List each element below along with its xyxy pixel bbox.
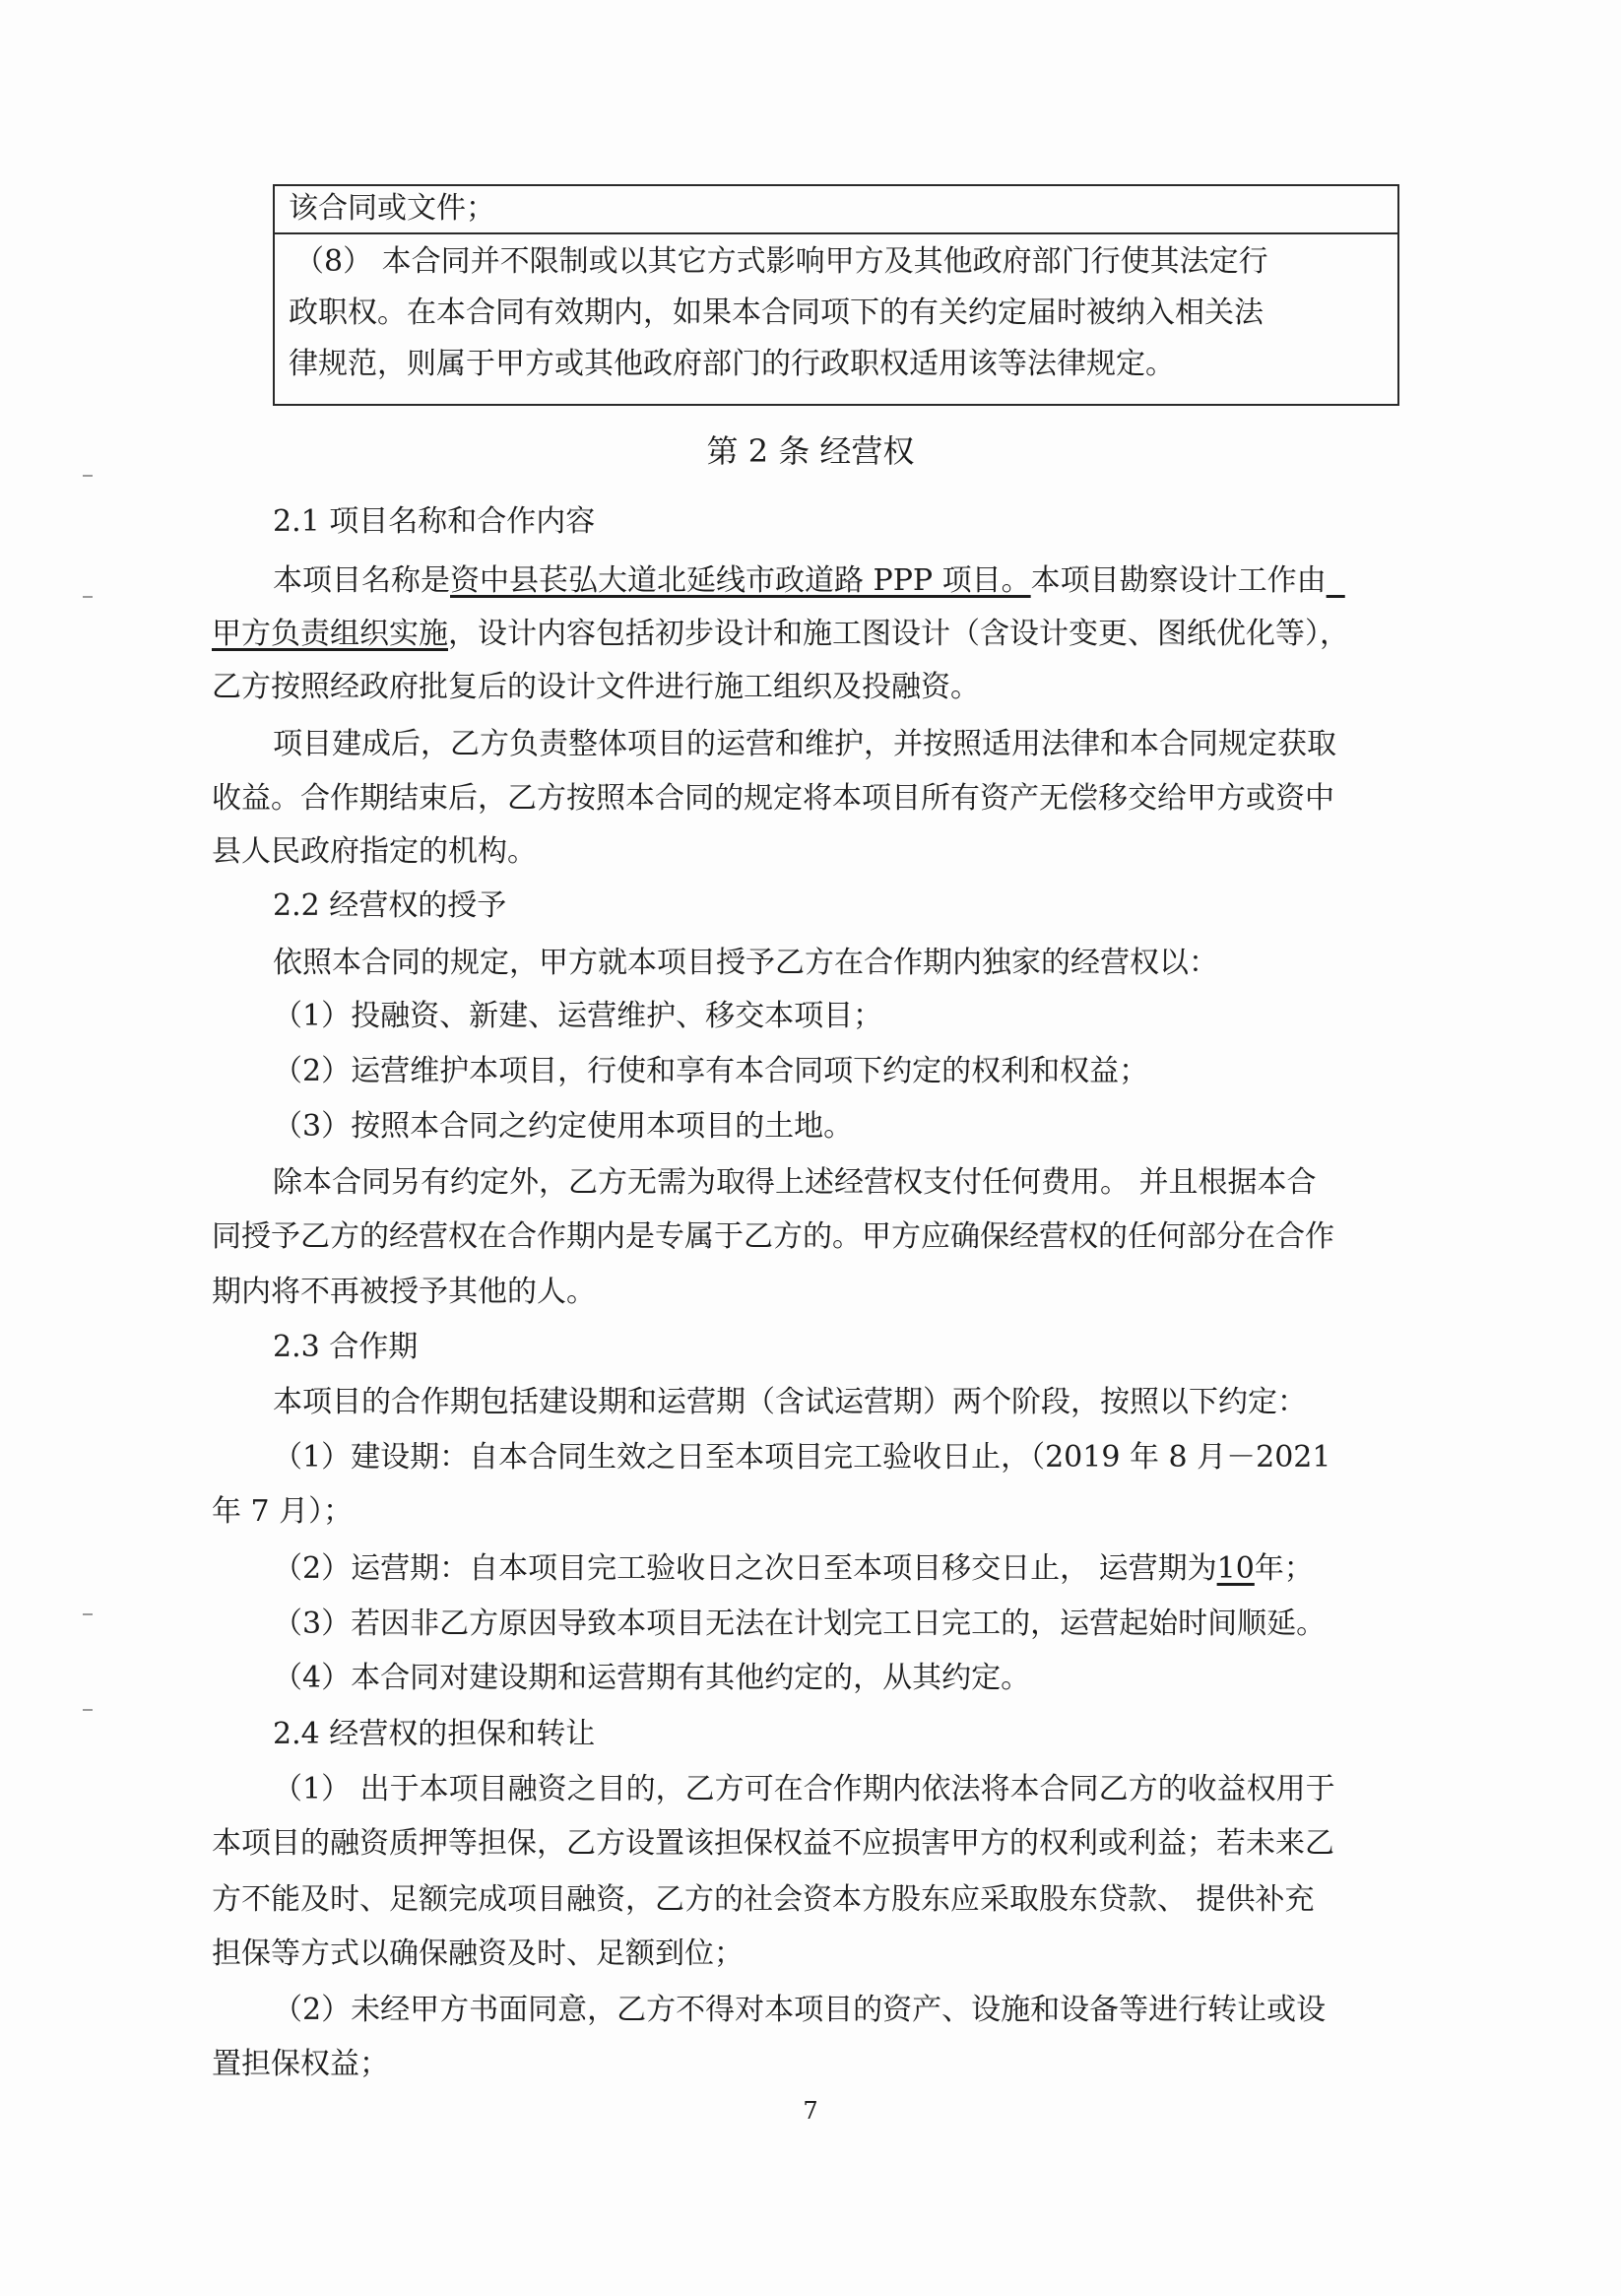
box-row-2-line-3: 律规范，则属于甲方或其他政府部门的行政职权适用该等法律规定。 xyxy=(289,347,1175,381)
paragraph-line: 依照本合同的规定，甲方就本项目授予乙方在合作期内独家的经营权以： xyxy=(273,946,1218,980)
box-row-2-line-1: （8） 本合同并不限制或以其它方式影响甲方及其他政府部门行使其法定行 xyxy=(294,244,1268,279)
paragraph-line: 乙方按照经政府批复后的设计文件进行施工组织及投融资。 xyxy=(212,670,980,704)
list-item: （2）未经甲方书面同意，乙方不得对本项目的资产、设施和设备等进行转让或设 xyxy=(273,1993,1327,2027)
list-item-continued: 担保等方式以确保融资及时、足额到位； xyxy=(212,1936,744,1971)
list-item: （1）投融资、新建、运营维护、移交本项目； xyxy=(273,999,883,1033)
scan-mark xyxy=(83,1613,93,1615)
scan-mark xyxy=(83,475,93,477)
list-item-continued: 本项目的融资质押等担保，乙方设置该担保权益不应损害甲方的权利或利益；若未来乙 xyxy=(212,1826,1334,1861)
list-item: （4）本合同对建设期和运营期有其他约定的，从其约定。 xyxy=(273,1661,1031,1695)
paragraph-line: 本项目名称是资中县苌弘大道北延线市政道路 PPP 项目。本项目勘察设计工作由 xyxy=(273,563,1327,598)
article-title: 第 2 条 经营权 xyxy=(706,432,915,470)
paragraph-line: 项目建成后，乙方负责整体项目的运营和维护，并按照适用法律和本合同规定获取 xyxy=(273,727,1336,761)
box-divider xyxy=(275,232,1397,234)
list-item: （2）运营期：自本项目完工验收日之次日至本项目移交日止， 运营期为10年； xyxy=(273,1551,1314,1586)
operation-years: 10 xyxy=(1216,1551,1255,1586)
paragraph-line: 除本合同另有约定外，乙方无需为取得上述经营权支付任何费用。 并且根据本合 xyxy=(273,1165,1317,1200)
list-item-continued: 年 7 月）； xyxy=(212,1494,354,1529)
list-item: （1） 出于本项目融资之目的，乙方可在合作期内依法将本合同乙方的收益权用于 xyxy=(273,1772,1335,1806)
scan-mark xyxy=(83,596,93,598)
continued-clause-box xyxy=(273,184,1399,406)
box-row-1: 该合同或文件； xyxy=(289,191,495,226)
paragraph-line: 同授予乙方的经营权在合作期内是专属于乙方的。甲方应确保经营权的任何部分在合作 xyxy=(212,1219,1334,1254)
paragraph-line: 收益。合作期结束后，乙方按照本合同的规定将本项目所有资产无偿移交给甲方或资中 xyxy=(212,781,1334,816)
paragraph-line: 期内将不再被授予其他的人。 xyxy=(212,1275,596,1309)
box-row-2-line-2: 政职权。在本合同有效期内，如果本合同项下的有关约定届时被纳入相关法 xyxy=(289,295,1264,330)
section-2-2-title: 2.2 经营权的授予 xyxy=(273,888,507,923)
list-item: （1）建设期：自本合同生效之日至本项目完工验收日止，（2019 年 8 月－2021 xyxy=(273,1440,1331,1475)
page-number: 7 xyxy=(803,2097,818,2125)
paragraph-line: 甲方负责组织实施，设计内容包括初步设计和施工图设计（含设计变更、图纸优化等）， xyxy=(212,617,1349,651)
list-item: （3）若因非乙方原因导致本项目无法在计划完工日完工的，运营起始时间顺延。 xyxy=(273,1607,1327,1641)
list-item: （3）按照本合同之约定使用本项目的土地。 xyxy=(273,1109,854,1144)
section-2-1-title: 2.1 项目名称和合作内容 xyxy=(273,504,596,539)
paragraph-line: 县人民政府指定的机构。 xyxy=(212,834,537,869)
paragraph-line: 本项目的合作期包括建设期和运营期（含试运营期）两个阶段，按照以下约定： xyxy=(273,1385,1307,1419)
section-2-3-title: 2.3 合作期 xyxy=(273,1330,419,1364)
design-responsible-party: 甲方负责组织实施 xyxy=(212,617,448,651)
scan-mark xyxy=(83,1709,93,1711)
list-item-continued: 方不能及时、足额完成项目融资，乙方的社会资本方股东应采取股东贷款、 提供补充 xyxy=(212,1882,1315,1917)
list-item: （2）运营维护本项目，行使和享有本合同项下约定的权利和权益； xyxy=(273,1054,1149,1088)
section-2-4-title: 2.4 经营权的担保和转让 xyxy=(273,1717,596,1751)
list-item-continued: 置担保权益； xyxy=(212,2047,389,2081)
project-name: 资中县苌弘大道北延线市政道路 PPP 项目。 xyxy=(450,563,1031,598)
